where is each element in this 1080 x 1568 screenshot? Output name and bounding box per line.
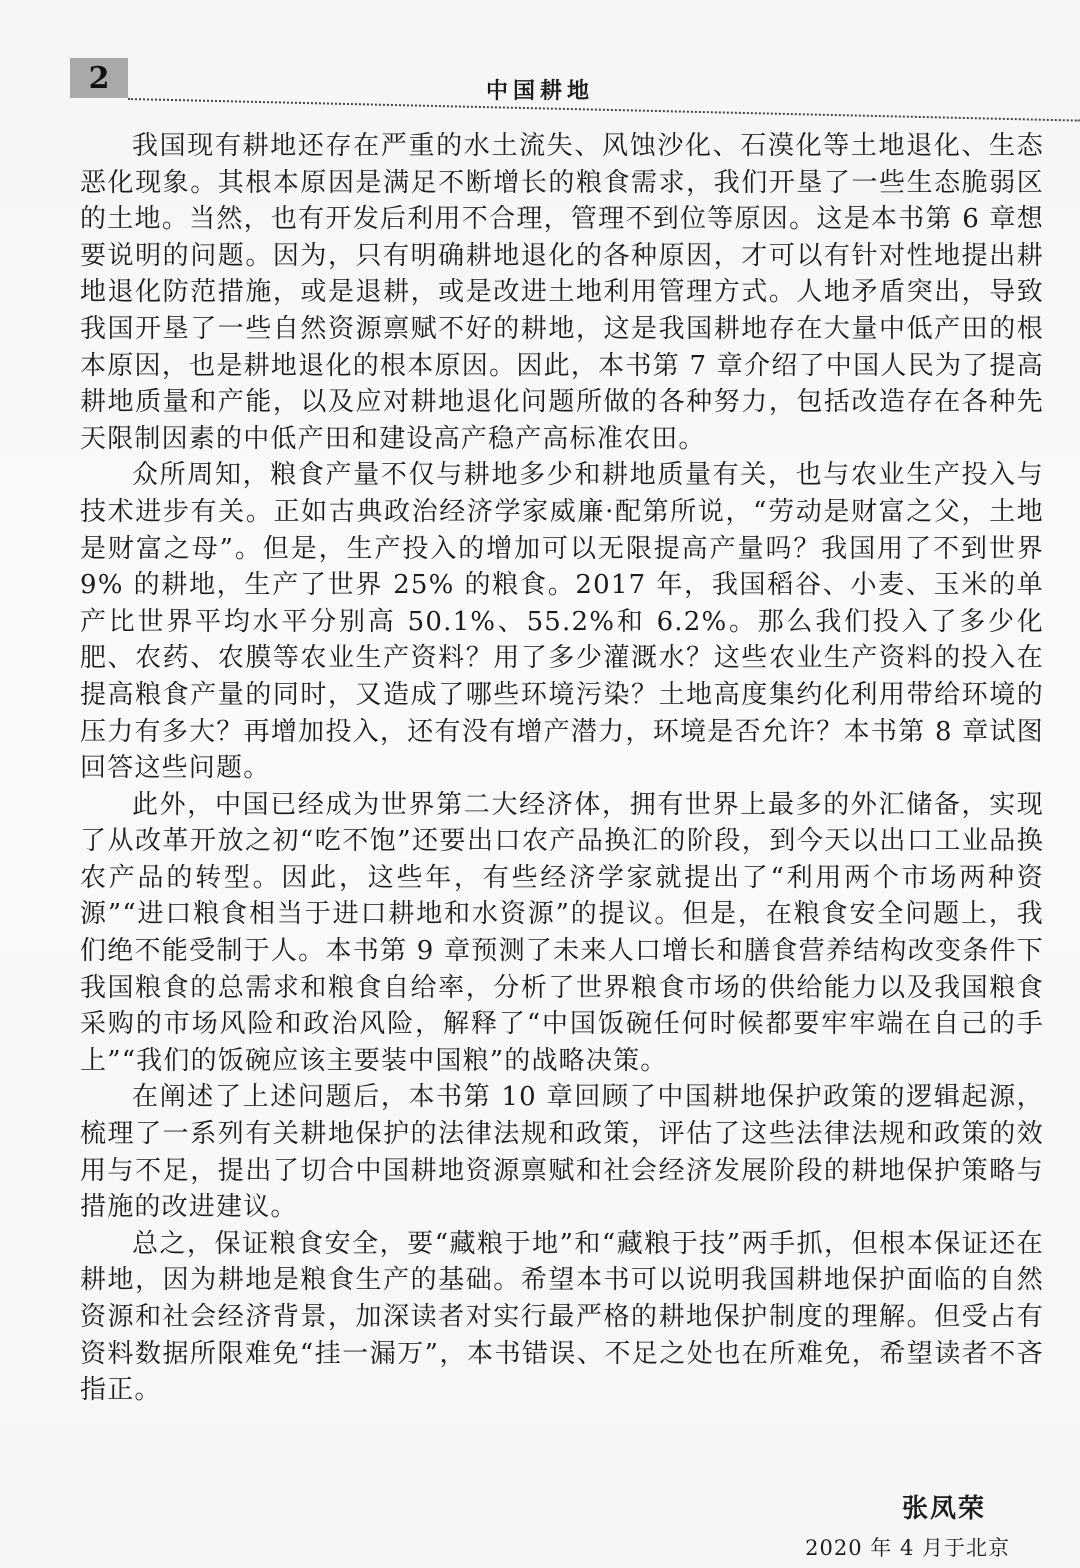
paragraph-5: 总之，保证粮食安全，要“藏粮于地”和“藏粮于技”两手抓，但根本保证还在耕地，因为耕地是粮食生产的基础。希望本书可以说明我国耕地保护面临的自然资源和社会经济背景，加深读者对实行最严格的耕地保护制度的理解。但受占有资料数据所限难免“挂一漏万”，本书错误、不足之处也在所难免，希望读者不吝指正。: [80, 1228, 1044, 1406]
body-text: [80, 128, 1044, 1409]
author-signature: 张凤荣: [901, 1494, 986, 1524]
signature-date: 2020 年 4 月于北京: [805, 1536, 1010, 1560]
running-title: 中国耕地: [485, 79, 594, 104]
paragraph-4: 在阐述了上述问题后，本书第 10 章回顾了中国耕地保护政策的逻辑起源，梳理了一系列有关耕地保护的法律法规和政策，评估了这些法律法规和政策的效用与不足，提出了切合中国耕地资源禀赋和社会经济发展阶段的耕地保护策略与措施的改进建议。: [80, 1082, 1044, 1223]
paragraph-2: 众所周知，粮食产量不仅与耕地多少和耕地质量有关，也与农业生产投入与技术进步有关。正如古典政治经济学家威廉·配第所说，“劳动是财富之父，土地是财富之母”。但是，生产投入的增加可以无限提高产量吗？我国用了不到世界 9% 的耕地，生产了世界 25% 的粮食。2017 年，我国稻谷、小麦、玉米的单产比世界平均水平分别高 50.1%、55.2%和 6.2%。那么我们投入了多少化肥、农药、农膜等农业生产资料？用了多少灌溉水？这些农业生产资料的投入在提高粮食产量的同时，又造成了哪些环境污染？土地高度集约化利用带给环境的压力有多大？再增加投入，还有没有增产潜力，环境是否允许？本书第 8 章试图回答这些问题。: [80, 460, 1044, 784]
page-number: 2: [70, 58, 128, 98]
paragraph-3: 此外，中国已经成为世界第二大经济体，拥有世界上最多的外汇储备，实现了从改革开放之初“吃不饱”还要出口农产品换汇的阶段，到今天以出口工业品换农产品的转型。因此，这些年，有些经济学家就提出了“利用两个市场两种资源”“进口粮食相当于进口耕地和水资源”的提议。但是，在粮食安全问题上，我们绝不能受制于人。本书第 9 章预测了未来人口增长和膳食营养结构改变条件下我国粮食的总需求和粮食自给率，分析了世界粮食市场的供给能力以及我国粮食采购的市场风险和政治风险，解释了“中国饭碗任何时候都要牢牢端在自己的手上”“我们的饭碗应该主要装中国粮”的战略决策。: [80, 789, 1044, 1076]
paragraph-1: 我国现有耕地还存在严重的水土流失、风蚀沙化、石漠化等土地退化、生态恶化现象。其根本原因是满足不断增长的粮食需求，我们开垦了一些生态脆弱区的土地。当然，也有开发后利用不合理，管理不到位等原因。这是本书第 6 章想要说明的问题。因为，只有明确耕地退化的各种原因，才可以有针对性地提出耕地退化防范措施，或是退耕，或是改进土地利用管理方式。人地矛盾突出，导致我国开垦了一些自然资源禀赋不好的耕地，这是我国耕地存在大量中低产田的根本原因，也是耕地退化的根本原因。因此，本书第 7 章介绍了中国人民为了提高耕地质量和产能，以及应对耕地退化问题所做的各种努力，包括改造存在各种先天限制因素的中低产田和建设高产稳产高标准农田。: [80, 131, 1044, 454]
